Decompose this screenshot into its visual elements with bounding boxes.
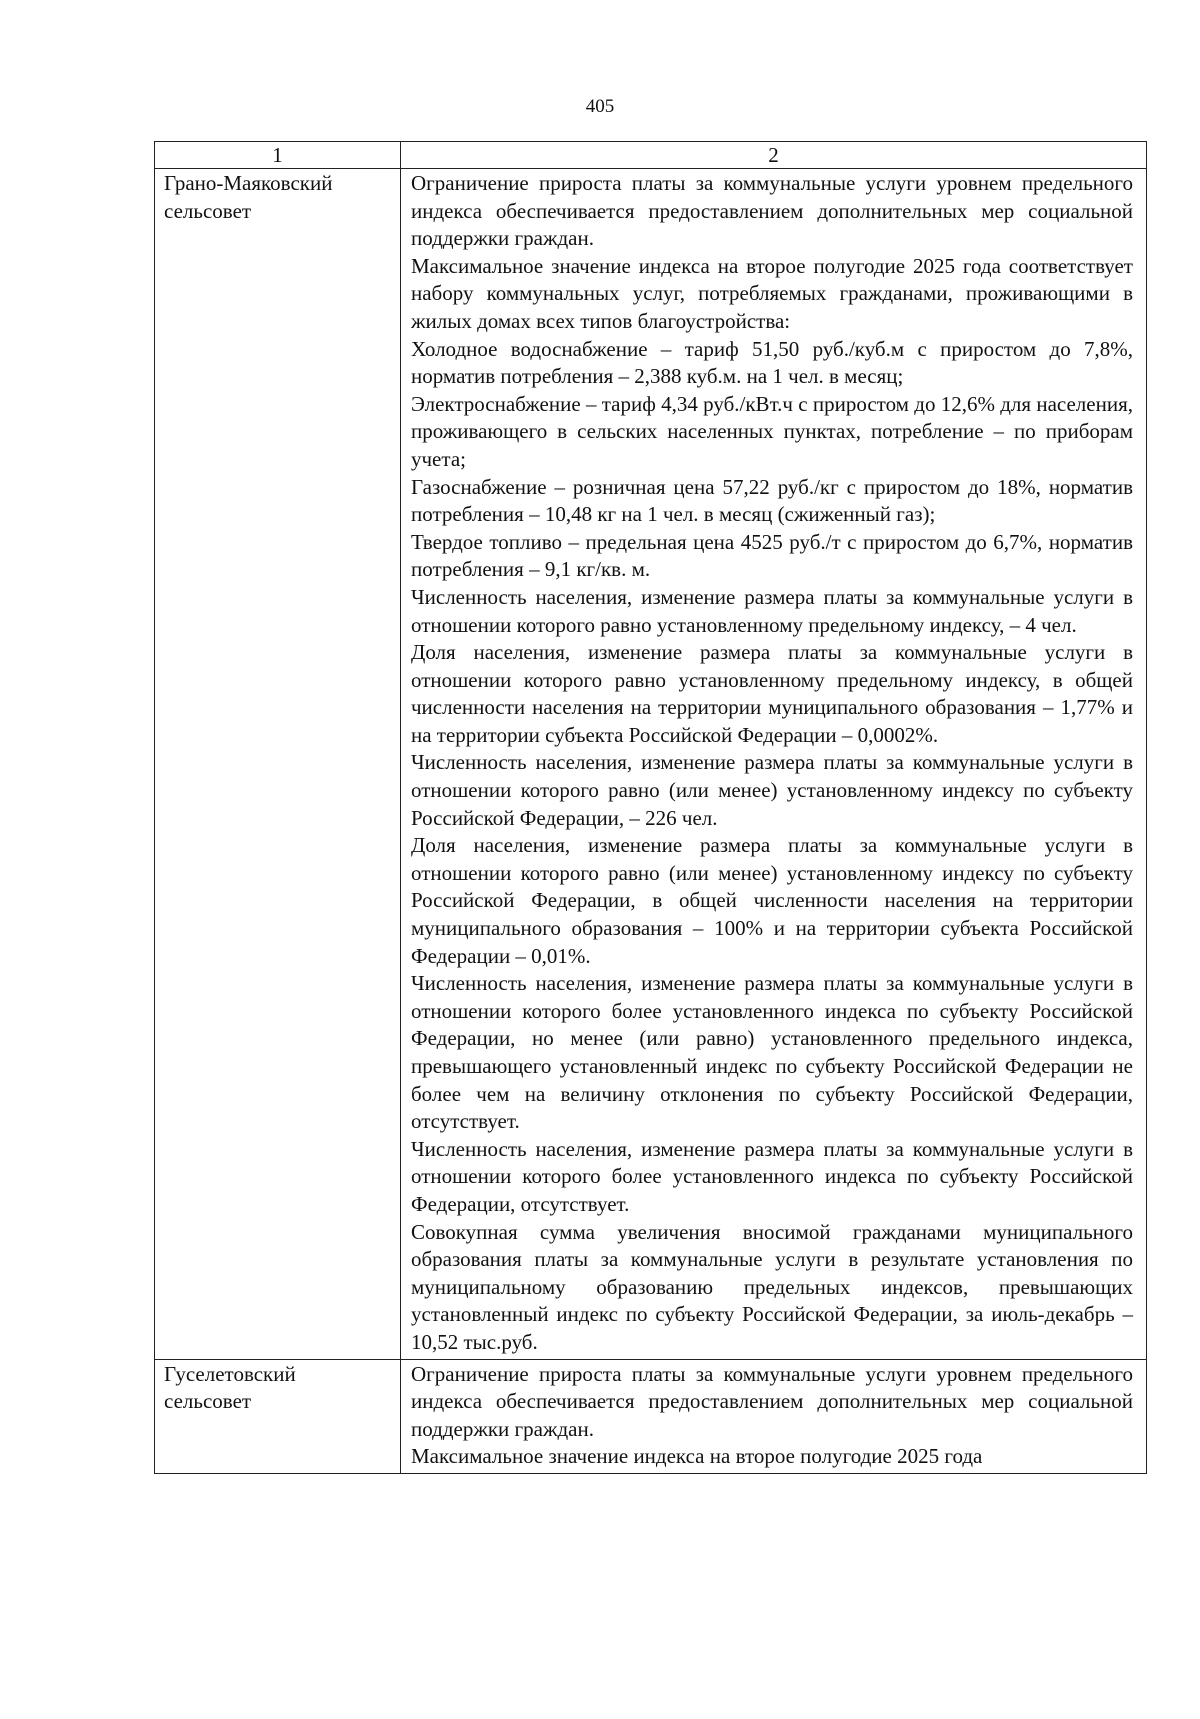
paragraph-share-less: Доля населения, изменение размера платы за коммунальные услуги в отношении которого равно (или менее) установленному индексу по субъекту Российской Федерации, в общей численности населения на территории муниципального образования – 100% и на территории субъекта Российской Федерации – 0,01%. [411, 833, 1133, 968]
paragraph-max-index: Максимальное значение индекса на второе полугодие 2025 года [411, 1444, 983, 1469]
paragraph-electricity: Электроснабжение – тариф 4,34 руб./кВт.ч с приростом до 12,6% для населения, проживающего в сельских населенных пунктах, потребление – по приборам учета; [411, 391, 1133, 471]
municipality-name-cell [155, 169, 401, 1360]
municipality-table [154, 141, 1147, 1474]
paragraph-solid-fuel: Твердое топливо – предельная цена 4525 руб./т с приростом до 6,7%, норматив потребления – 9,1 кг/кв. м. [411, 529, 1133, 582]
table-row-guseletovsky [155, 1359, 1147, 1473]
municipality-name-cell [155, 1359, 401, 1473]
table-header-row [155, 142, 1147, 169]
paragraph-population-equal: Численность населения, изменение размера платы за коммунальные услуги в отношении которого равно установленному предельному индексу, – 4 чел. [411, 584, 1133, 637]
paragraph-total-sum: Совокупная сумма увеличения вносимой гражданами муниципального образования платы за коммунальные услуги в результате установления по муниципальному образованию предельных индексов, превышающих установленный индекс по субъекту Российской Федерации, за июль-декабрь – 10,52 тыс.руб. [411, 1219, 1133, 1354]
municipality-name-line: Гуселетовский [164, 1361, 296, 1386]
municipality-name-line: Грано-Маяковский [164, 171, 333, 195]
municipality-name [155, 1360, 400, 1416]
page-number: 405 [585, 96, 615, 117]
paragraph-gas: Газоснабжение – розничная цена 57,22 руб./кг с приростом до 18%, норматив потребления – 10,48 кг на 1 чел. в месяц (сжиженный газ); [411, 474, 1133, 527]
paragraph-population-deviation: Численность населения, изменение размера платы за коммунальные услуги в отношении которого более установленного индекса по субъекту Российской Федерации, но менее (или равно) установленного предельного индекса, превышающего установленный индекс по субъекту Российской Федерации не более чем на величину отклонения по субъекту Российской Федерации, отсутствует. [411, 971, 1133, 1134]
paragraph-cold-water: Холодное водоснабжение – тариф 51,50 руб./куб.м с приростом до 7,8%, норматив потребления – 2,388 куб.м. на 1 чел. в месяц; [411, 336, 1133, 389]
column-header-1: 1 [155, 142, 401, 169]
description-cell [401, 169, 1147, 1360]
paragraph-limit-measures: Ограничение прироста платы за коммунальные услуги уровнем предельного индекса обеспечивается предоставлением дополнительных мер социальной поддержки граждан. [411, 1361, 1133, 1441]
municipality-name [155, 169, 400, 225]
paragraph-population-less: Численность населения, изменение размера платы за коммунальные услуги в отношении которого равно (или менее) установленному индексу по субъекту Российской Федерации, – 226 чел. [411, 750, 1133, 830]
description-cell [401, 1359, 1147, 1473]
paragraph-limit-measures: Ограничение прироста платы за коммунальные услуги уровнем предельного индекса обеспечивается предоставлением дополнительных мер социальной поддержки граждан. [411, 171, 1133, 251]
paragraph-population-more: Численность населения, изменение размера платы за коммунальные услуги в отношении которого более установленного индекса по субъекту Российской Федерации, отсутствует. [411, 1136, 1133, 1216]
paragraph-max-index: Максимальное значение индекса на второе полугодие 2025 года соответствует набору коммунальных услуг, потребляемых гражданами, проживающими в жилых домах всех типов благоустройства: [411, 253, 1133, 333]
table-row-grano-mayakovsky [155, 169, 1147, 1360]
municipality-name-line: сельсовет [164, 198, 252, 223]
paragraph-share-equal: Доля населения, изменение размера платы за коммунальные услуги в отношении которого равно установленному предельному индексу, в общей численности населения на территории муниципального образования – 1,77% и на территории субъекта Российской Федерации – 0,0002%. [411, 640, 1133, 747]
column-header-2: 2 [401, 142, 1147, 169]
description-text [401, 169, 1146, 1359]
description-text [401, 1360, 1146, 1473]
municipality-name-line: сельсовет [164, 1389, 252, 1414]
